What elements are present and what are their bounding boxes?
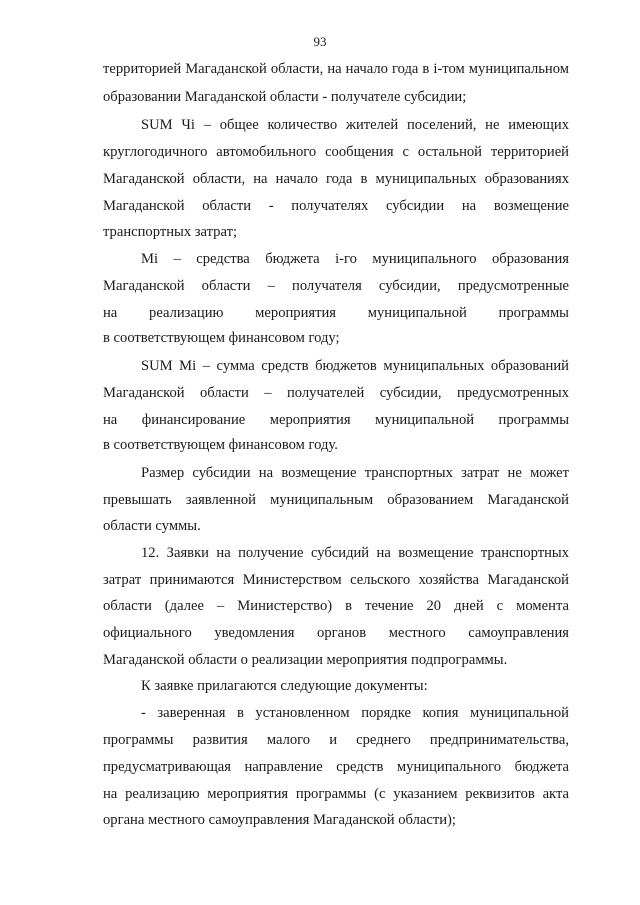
text-line: Mi – средства бюджета i-го муниципального образования: [141, 251, 569, 267]
text-line: 12. Заявки на получение субсидий на возмещение транспортных: [141, 545, 569, 561]
text-line: круглогодичного автомобильного сообщения с остальной территорией: [103, 144, 569, 160]
text-line: SUM Mi – сумма средств бюджетов муниципальных образований: [141, 358, 569, 374]
text-line: К заявке прилагаются следующие документы:: [141, 678, 428, 694]
text-line: - заверенная в установленном порядке копия муниципальной: [141, 705, 569, 721]
text-line: в соответствующем финансовом году.: [103, 437, 338, 453]
text-line: Магаданской области, на начало года в муниципальных образованиях: [103, 171, 569, 187]
text-line: программы развития малого и среднего предпринимательства,: [103, 732, 569, 748]
text-line: на реализацию мероприятия программы (с указанием реквизитов акта: [103, 786, 569, 802]
text-line: Магаданской области – получателей субсидии, предусмотренных: [103, 385, 569, 401]
text-line: области суммы.: [103, 518, 201, 534]
text-line: области (далее – Министерство) в течение 20 дней с момента: [103, 598, 569, 614]
text-line: Магаданской области - получателях субсидии на возмещение: [103, 198, 569, 214]
text-line: официального уведомления органов местного самоуправления: [103, 625, 569, 641]
page-number: 93: [313, 34, 327, 49]
text-line: предусматривающая направление средств муниципального бюджета: [103, 759, 569, 775]
text-line: Магаданской области – получателя субсидии, предусмотренные: [103, 278, 569, 294]
text-line: территорией Магаданской области, на начало года в i-том муниципальном: [103, 61, 569, 77]
text-line: SUM Чi – общее количество жителей поселений, не имеющих: [141, 117, 569, 133]
text-line: Магаданской области о реализации мероприятия подпрограммы.: [103, 652, 508, 668]
text-line: в соответствующем финансовом году;: [103, 330, 340, 346]
text-line: образовании Магаданской области - получателе субсидии;: [103, 89, 467, 105]
text-line: превышать заявленной муниципальным образованием Магаданской: [103, 492, 569, 508]
text-line: Размер субсидии на возмещение транспортных затрат не может: [141, 465, 569, 481]
text-line: транспортных затрат;: [103, 224, 238, 240]
text-line: органа местного самоуправления Магаданской области);: [103, 812, 456, 828]
text-line: на реализацию мероприятия муниципальной программы: [103, 305, 569, 321]
text-line: затрат принимаются Министерством сельского хозяйства Магаданской: [103, 572, 569, 588]
text-line: на финансирование мероприятия муниципальной программы: [103, 412, 569, 428]
